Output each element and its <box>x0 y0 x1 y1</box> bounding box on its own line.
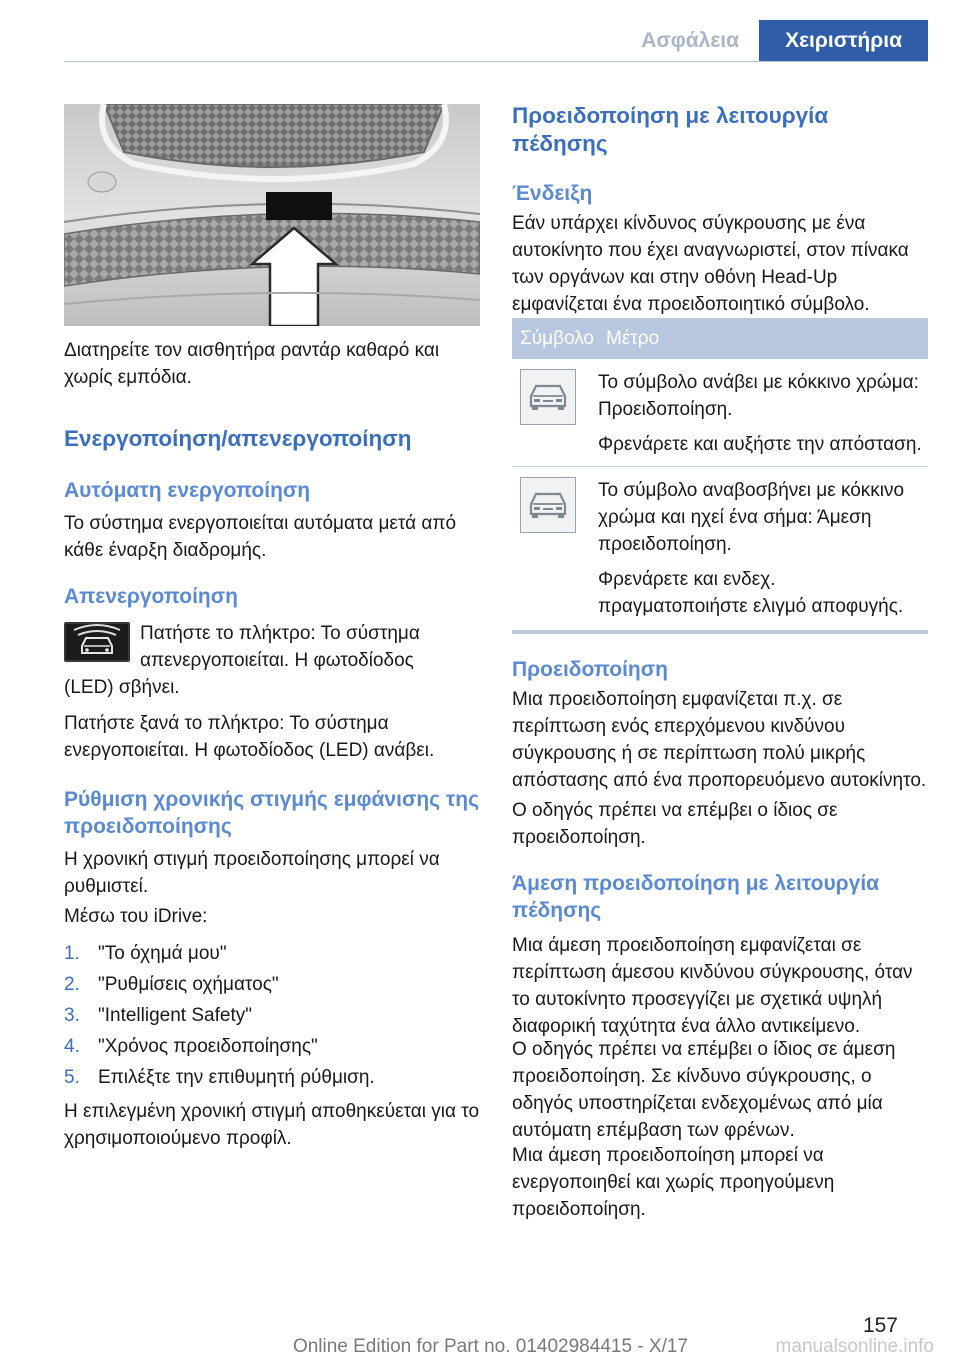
list-item: 1. "Το όχημά μου" <box>64 943 227 964</box>
symbol-table <box>512 318 928 620</box>
radar-sensor-photo <box>64 104 480 326</box>
heading-activation: Ενεργοποίηση/απενεργοποίηση <box>64 426 412 451</box>
row2-text-a: Το σύμβολο αναβοσβήνει με κόκκινο χρώμα και ηχεί ένα σήμα: Άμεση προειδοποίηση. <box>598 480 905 555</box>
via-idrive-text: Μέσω του iDrive: <box>64 906 208 927</box>
prewarning-text-2: Ο οδηγός πρέπει να επέμβει ο ίδιος σε προειδοποίηση. <box>512 800 838 848</box>
deactivation-line-3: (LED) σβήνει. <box>64 677 180 698</box>
car-warning-flashing-icon <box>520 477 576 533</box>
heading-acute-warning: Άμεση προειδοποίηση με λειτουργία πέδησης <box>512 872 880 922</box>
heading-warning-with-braking: Προειδοποίηση με λειτουργία πέδησης <box>512 103 829 156</box>
heading-warning-timing: Ρύθμιση χρονικής στιγμής εμφάνισης της προειδοποίησης <box>64 788 480 838</box>
list-item: 5. Επιλέξτε την επιθυμητή ρύθμιση. <box>64 1067 375 1088</box>
car-warning-icon <box>520 369 576 425</box>
heading-deactivation: Απενεργοποίηση <box>64 585 238 608</box>
prewarning-text-1: Μια προειδοποίηση εμφανίζεται π.χ. σε περίπτωση ενός επερχόμενου κινδύνου σύγκρουσης ή σε περίπτωση πολύ μικρής απόστασης από ένα προπορευόμενο αυτοκίνητο. <box>512 689 927 791</box>
table-bottom-rule <box>512 630 928 634</box>
footer-edition: Online Edition for Part no. 01402984415 - X/17 <box>292 1336 688 1357</box>
deactivation-line-2: απενεργοποιείται. Η φωτοδίοδος <box>140 650 414 671</box>
table-header-symbol: Σύμβολο <box>512 318 598 359</box>
heading-display: Ένδειξη <box>512 182 593 205</box>
list-item: 2. "Ρυθμίσεις οχήματος" <box>64 974 279 995</box>
warning-timing-text: Η χρονική στιγμή προειδοποίησης μπορεί να ρυθμιστεί. <box>64 849 440 897</box>
deactivation-line-1: Πατήστε το πλήκτρο: Το σύστημα <box>140 623 420 644</box>
acute-warning-text-2: Ο οδηγός πρέπει να επέμβει ο ίδιος σε άμεση προειδοποίηση. Σε κίνδυνο σύγκρουσης, ο οδηγός υποστηρίζεται ενδεχομένως από μία αυτόματη επέμβαση των φρένων. <box>512 1039 896 1141</box>
reactivation-text: Πατήστε ξανά το πλήκτρο: Το σύστημα ενεργοποιείται. Η φωτοδίοδος (LED) ανάβει. <box>64 713 435 761</box>
idrive-steps-list <box>64 938 480 1093</box>
table-header-measure: Μέτρο <box>598 318 928 359</box>
list-item: 3. "Intelligent Safety" <box>64 1005 252 1026</box>
sensor-caption: Διατηρείτε τον αισθητήρα ραντάρ καθαρό και χωρίς εμπόδια. <box>64 340 440 388</box>
collision-warning-button-icon <box>64 622 130 662</box>
table-row <box>512 467 928 621</box>
tab-safety[interactable]: Ασφάλεια <box>641 29 740 52</box>
display-text: Εάν υπάρχει κίνδυνος σύγκρουσης με ένα αυτοκίνητο που έχει αναγνωριστεί, στον πίνακα των οργάνων και στην οθόνη Head-Up εμφανίζεται ένα προειδοποιητικό σύμβολο. <box>512 213 909 315</box>
heading-auto-activation: Αυτόματη ενεργοποίηση <box>64 479 311 502</box>
heading-prewarning: Προειδοποίηση <box>512 658 668 681</box>
page-number: 157 <box>862 1314 898 1337</box>
row1-text-a: Το σύμβολο ανάβει με κόκκινο χρώμα: Προειδοποίηση. <box>598 372 919 420</box>
auto-activation-text: Το σύστημα ενεργοποιείται αυτόματα μετά από κάθε έναρξη διαδρομής. <box>64 513 457 561</box>
row1-text-b: Φρενάρετε και αυξήστε την απόσταση. <box>598 434 922 455</box>
row2-text-b: Φρενάρετε και ενδεχ. πραγματοποιήστε ελιγμό αποφυγής. <box>598 569 904 617</box>
saved-profile-text: Η επιλεγμένη χρονική στιγμή αποθηκεύεται για το χρησιμοποιούμενο προφίλ. <box>64 1101 480 1149</box>
table-row <box>512 359 928 467</box>
list-item: 4. "Χρόνος προειδοποίησης" <box>64 1036 318 1057</box>
header-divider <box>64 61 928 62</box>
footer-watermark: manualsonline.info <box>775 1336 934 1357</box>
tab-controls[interactable]: Χειριστήρια <box>759 20 928 62</box>
acute-warning-text-1: Μια άμεση προειδοποίηση εμφανίζεται σε περίπτωση άμεσου κινδύνου σύγκρουσης, όταν το αυτοκίνητο προσεγγίζει με σχετικά υψηλή διαφορική ταχύτητα ένα άλλο αντικείμενο. <box>512 935 913 1037</box>
header-tabs <box>621 20 928 62</box>
acute-warning-text-3: Μια άμεση προειδοποίηση μπορεί να ενεργοποιηθεί και χωρίς προηγούμενη προειδοποίηση. <box>512 1145 835 1220</box>
